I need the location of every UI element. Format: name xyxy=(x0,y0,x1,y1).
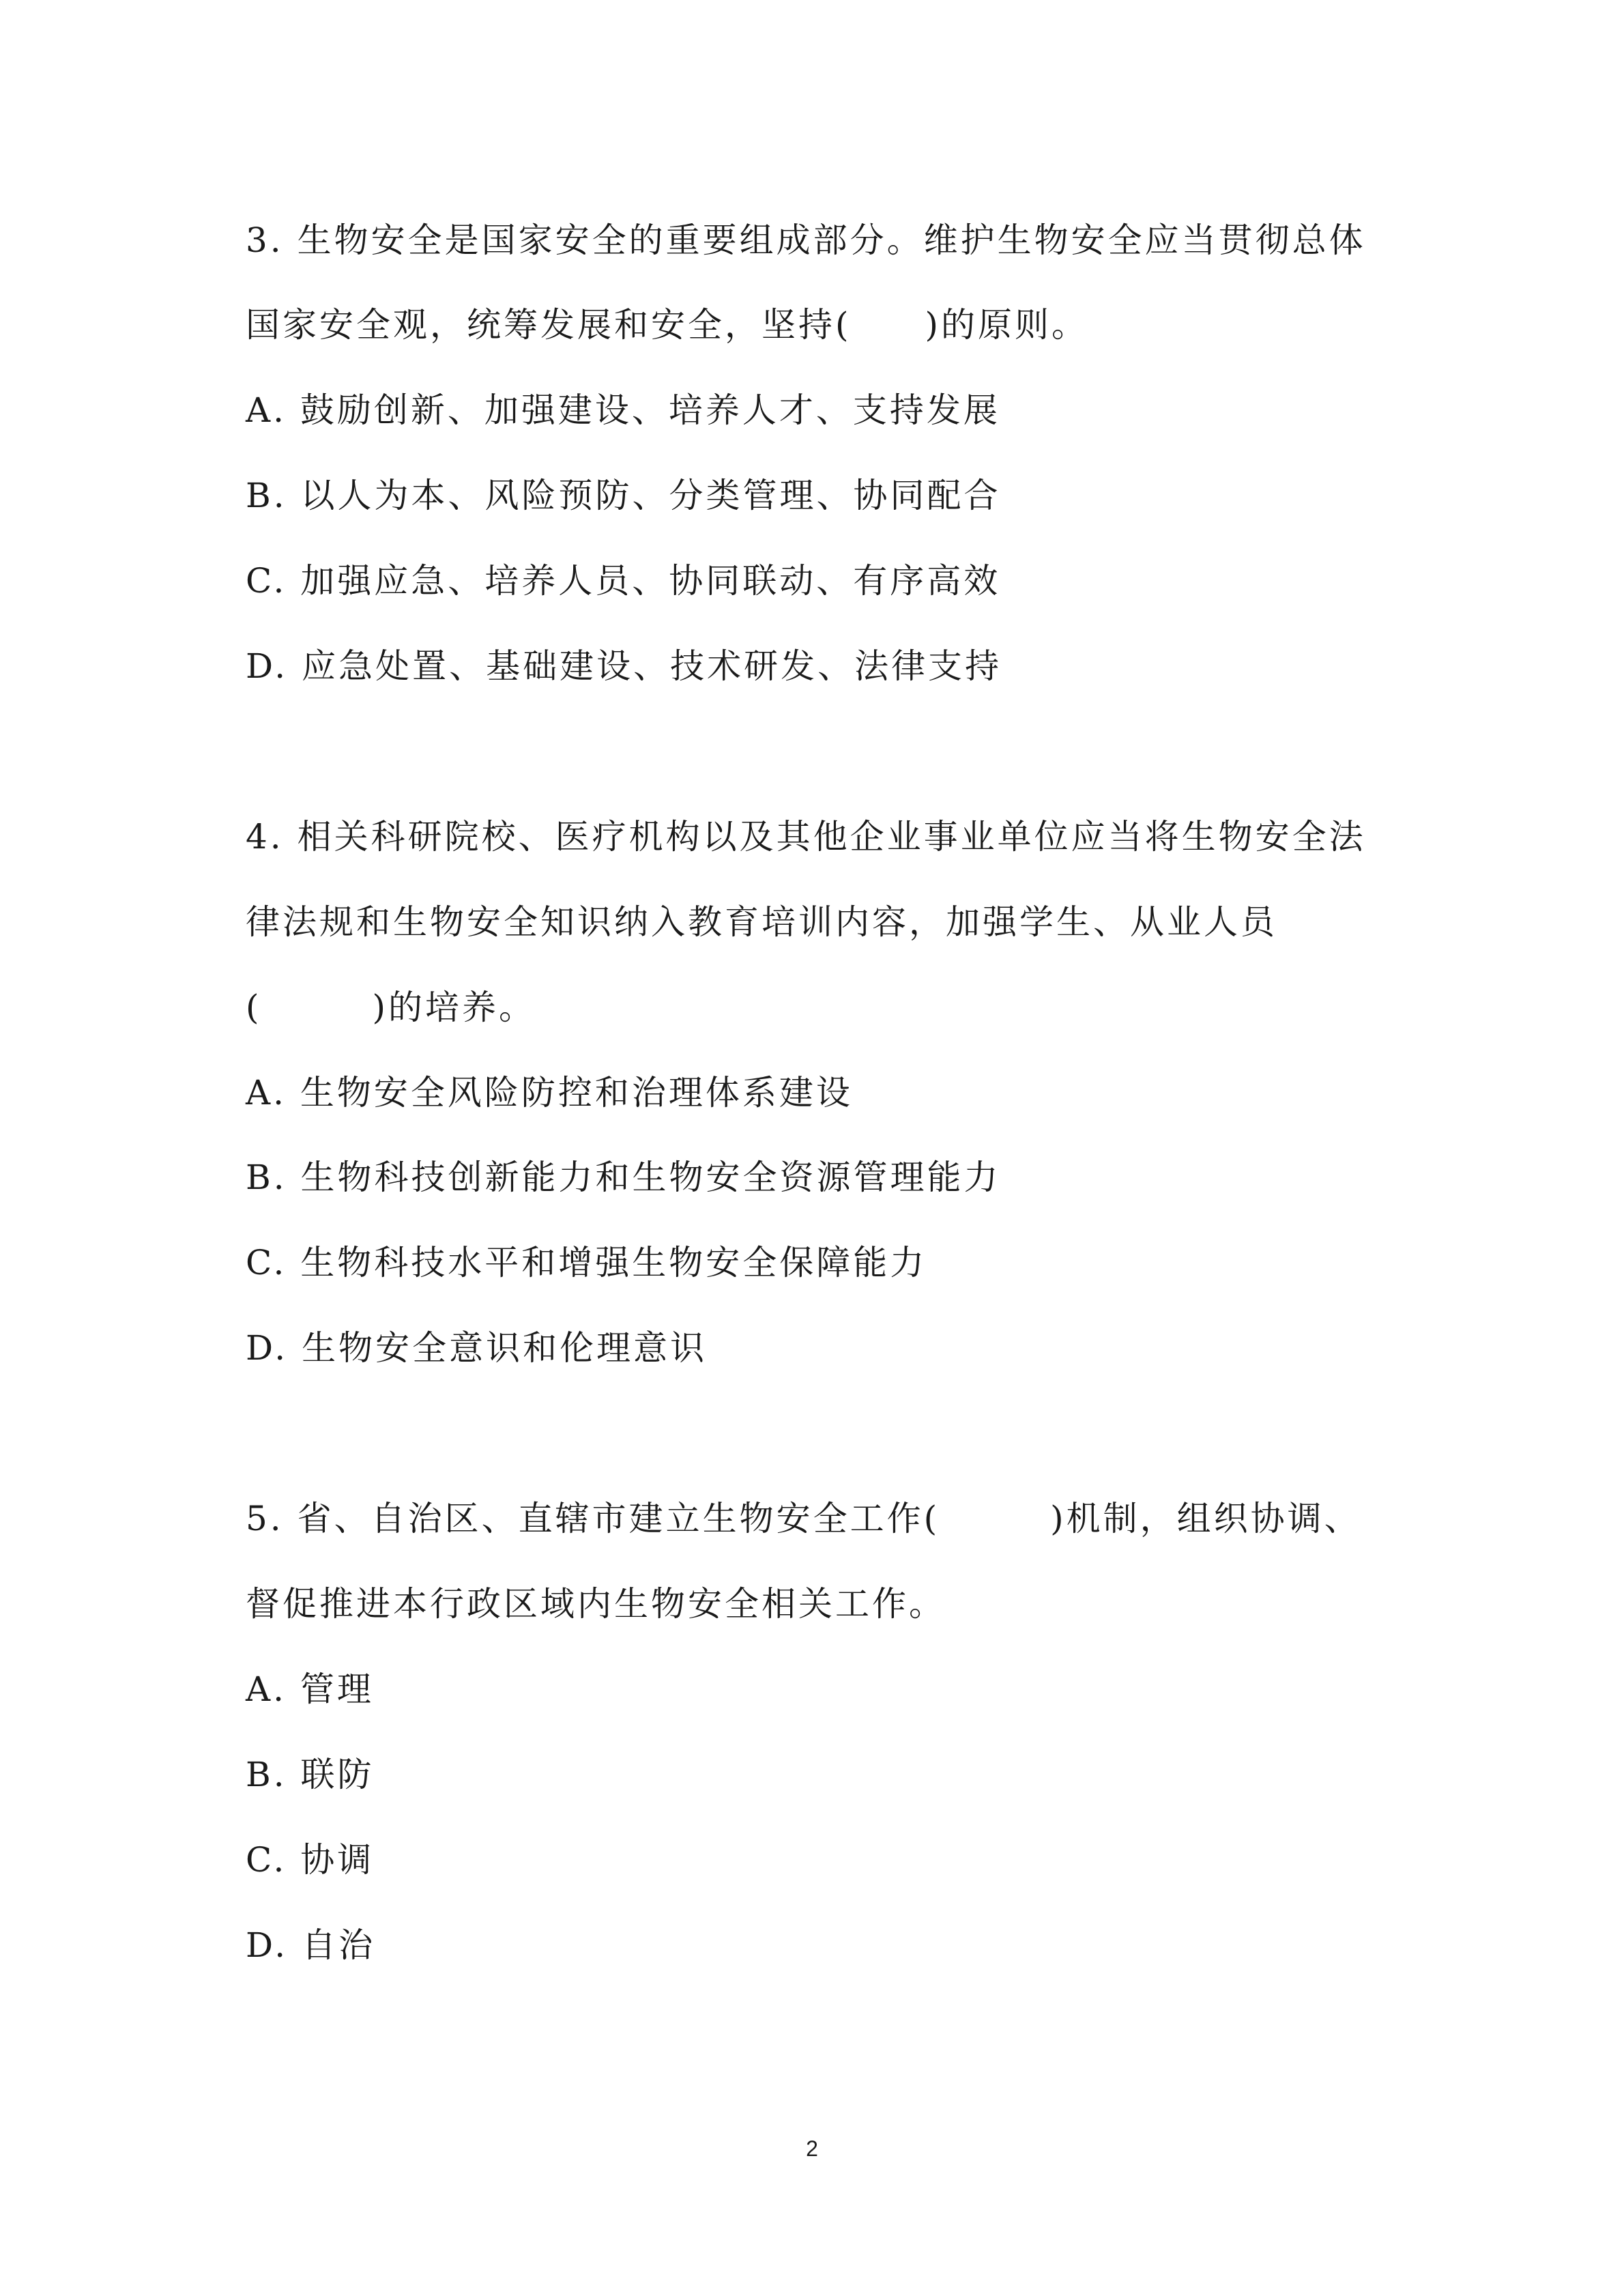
question-3-option-d: D. 应急处置、基础建设、技术研发、法律支持 xyxy=(246,646,1002,686)
page-number: 2 xyxy=(806,2136,818,2161)
question-3-option-a: A. 鼓励创新、加强建设、培养人才、支持发展 xyxy=(246,390,1000,430)
question-5-option-a: A. 管理 xyxy=(246,1669,374,1709)
question-5-option-d: D. 自治 xyxy=(246,1925,376,1965)
question-4-option-a: A. 生物安全风险防控和治理体系建设 xyxy=(246,1073,853,1113)
question-3-stem-line-2: 国家安全观，统筹发展和安全，坚持( )的原则。 xyxy=(246,305,1089,345)
question-4-stem-line-2: 律法规和生物安全知识纳入教育培训内容，加强学生、从业人员 xyxy=(246,902,1277,942)
question-4-option-b: B. 生物科技创新能力和生物安全资源管理能力 xyxy=(246,1158,1001,1197)
question-5-stem-line-2: 督促推进本行政区域内生物安全相关工作。 xyxy=(246,1584,946,1624)
question-3-option-c: C. 加强应急、培养人员、协同联动、有序高效 xyxy=(246,561,1001,601)
question-4-stem-line-1: 4. 相关科研院校、医疗机构以及其他企业事业单位应当将生物安全法 xyxy=(246,817,1366,857)
question-4-stem-line-3: ( )的培养。 xyxy=(246,988,536,1027)
question-5-stem-line-1: 5. 省、自治区、直辖市建立生物安全工作( )机制，组织协调、 xyxy=(246,1499,1361,1538)
question-3-stem-line-1: 3. 生物安全是国家安全的重要组成部分。维护生物安全应当贯彻总体 xyxy=(246,220,1366,260)
question-5-option-c: C. 协调 xyxy=(246,1840,375,1880)
question-3-option-b: B. 以人为本、风险预防、分类管理、协同配合 xyxy=(246,476,1001,515)
question-4-option-c: C. 生物科技水平和增强生物安全保障能力 xyxy=(246,1243,927,1282)
question-5-option-b: B. 联防 xyxy=(246,1755,375,1794)
question-4-option-d: D. 生物安全意识和伦理意识 xyxy=(246,1328,708,1368)
